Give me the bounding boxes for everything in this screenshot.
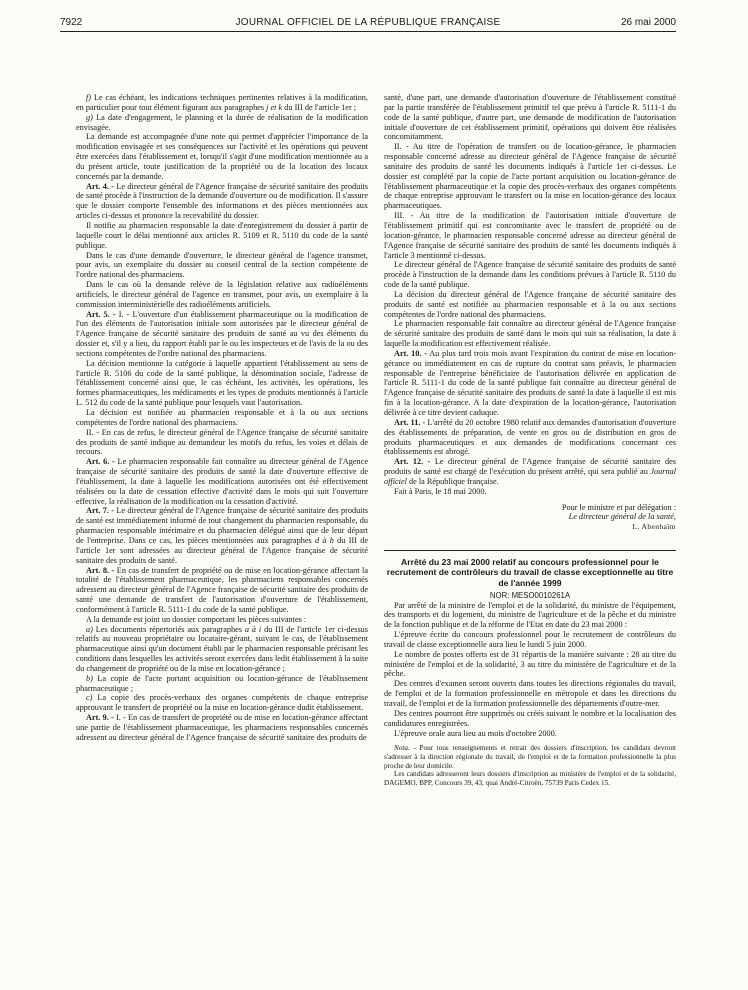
paragraph-III: III. - Au titre de la modification de l'autorisation initiale d'ouverture de l'établissement primitif qui est concomitante avec le transfert de propriété ou de location-gérance, le pharmacien responsable concerné adresse au directeur général de l'Agence française de sécurité sanitaire des produits de santé les documents indiqués à l'article 3 mentionné ci-dessus. xyxy=(384,211,676,260)
signature-line-2: Le directeur général de la santé, xyxy=(568,512,676,522)
paragraph-epreuve-ecrite: L'épreuve écrite du concours professionnel pour le recrutement de contrôleurs du travail de classe exceptionnelle aura lieu le lundi 5 juin 2000. xyxy=(384,630,676,649)
article-4: Art. 4. - Le directeur général de l'Agence française de sécurité sanitaire des produits de santé procède à l'instruction de la demande d'ouverture ou de modification. Il s'assure que le dossier comporte l'ensemble des informations et des pièces mentionnées aux articles ci-dessus et prononce la recevabilité du dossier. xyxy=(76,181,368,221)
item-g: g) La date d'engagement, le planning et la durée de réalisation de la modification envisagée. xyxy=(76,112,368,132)
paragraph-refus: II. - En cas de refus, le directeur général de l'Agence française de sécurité sanitaire des produits de santé indique au demandeur les motifs du refus, les voies et délais de recours. xyxy=(76,427,368,457)
paragraph-pharmacien: Le pharmacien responsable fait connaître au directeur général de l'Agence française de sécurité sanitaire des produits de santé dans le mois qui suit sa réalisation, la date à laquelle la modification est effectivement réalisée. xyxy=(384,319,676,349)
fait-a-paris: Fait à Paris, le 18 mai 2000. xyxy=(394,486,487,496)
right-column xyxy=(384,93,676,787)
paragraph-decision-notifiee: La décision est notifiée au pharmacien responsable et à la ou aux sections compétentes de l'ordre national des pharmaciens. xyxy=(76,408,368,427)
paragraph-radioelements: Dans le cas où la demande relève de la législation relative aux radioéléments artificiels, le directeur général de l'agence en transmet, pour avis, un exemplaire à la commission interministérielle des radioéléments artificiels. xyxy=(76,280,368,309)
paragraph-dossier: A la demande est joint un dossier comportant les pièces suivantes : xyxy=(86,614,307,624)
paragraph-ouverture: Dans le cas d'une demande d'ouverture, le directeur général de l'agence transmet, pour avis, un exemplaire du dossier au conseil central de la section compétente de l'ordre national des pharmaciens. xyxy=(76,250,368,280)
article-12: Art. 12. - Le directeur général de l'Agence française de sécurité sanitaire des produits de santé est chargé de l'exécution du présent arrêté, qui sera publié au Journal officiel de la République française. xyxy=(384,457,676,486)
item-f: f) Le cas échéant, les indications techniques pertinentes relatives à la modification, en particulier pour tout élément figurant aux paragraphes j et k du III de l'article 1er ; xyxy=(76,93,368,112)
page-number: 7922 xyxy=(60,17,83,28)
spacer xyxy=(384,532,676,544)
journal-title: JOURNAL OFFICIEL DE LA RÉPUBLIQUE FRANÇAISE xyxy=(235,17,501,28)
left-column xyxy=(76,93,368,743)
article-11: Art. 11. - L'arrêté du 20 octobre 1980 relatif aux demandes d'autorisation d'ouverture des établissements de préparation, de vente en gros ou de distribution en gros de produits pharmaceutiques et aux demandes de modifications concernant ces établissements est abrogé. xyxy=(384,417,676,457)
article-6: Art. 6. - Le pharmacien responsable fait connaître au directeur général de l'Agence française de sécurité sanitaire des produits de santé la date d'ouverture effective de l'établissement, la date à laquelle les modifications autorisées ont été effectivement réalisées ou la date de cessation effective d'activité dans le mois qui suit l'ouverture effective, la réalisation de la modification ou la cessation d'activité. xyxy=(76,457,368,506)
article-10: Art. 10. - Au plus tard trois mois avant l'expiration du contrat de mise en location-gérance ou immédiatement en cas de rupture du contrat sans préavis, le pharmacien responsable de l'entreprise bénéficiaire de l'autorisation délivrée en application de l'article R. 5111-1 du code de la santé publique fait connaître au directeur général de l'Agence française de sécurité sanitaire des produits de santé la date à laquelle il est mis fin à la location-gérance. A la date d'expiration de la location-gérance, l'autorisation délivrée à ce titre devient caduque. xyxy=(384,348,676,417)
item-c: c) La copie des procès-verbaux des organes compétents de chaque entreprise approuvant le transfert de propriété ou la mise en location-gérance dudit établissement. xyxy=(76,693,368,713)
signature-name: L. Abenhaïm xyxy=(632,522,676,532)
paragraph-decision-mentionne: La décision mentionne la catégorie à laquelle appartient l'établissement au sens de l'article R. 5106 du code de la santé publique, la dénomination sociale, l'adresse de l'établissement concerné ainsi que, le cas échéant, les activités, les opérations, les formes pharmaceutiques, les médicaments et les types de produits mentionnés à l'article L. 512 du code de la santé publique pour lesquels vaut l'autorisation. xyxy=(76,358,368,408)
item-b: b) La copie de l'acte portant acquisition ou location-gérance de l'établissement pharmaceutique ; xyxy=(76,673,368,693)
arrete-title: Arrêté du 23 mai 2000 relatif au concours professionnel pour le recrutement de contrôleurs du travail de classe exceptionnelle au titre de l'année 1999 xyxy=(386,557,674,588)
article-7: Art. 7. - Le directeur général de l'Agence française de sécurité sanitaire des produits de santé est immédiatement informé de tout changement du pharmacien responsable, du pharmacien responsable intérimaire et du pharmacien délégué ainsi que de leur départ de l'entreprise. Dans ce cas, les pièces mentionnées aux paragraphes d à h du III de l'article 1er sont adressées au directeur général de l'Agence française de sécurité sanitaire des produits de santé. xyxy=(76,506,368,565)
item-a: a) Les documents répertoriés aux paragraphes a à i du III de l'article 1er ci-dessus relatifs au nouveau propriétaire ou locataire-gérant, suivant le cas, de l'établissement pharmaceutique ainsi qu'un document établi par le pharmacien responsable précisant les conditions dans lesquelles les activités seront exercées dans ledit établissement à la suite du changement de propriété ou de la mise en location-gérance ; xyxy=(76,624,368,673)
paragraph-par-arrete: Par arrêté de la ministre de l'emploi et de la solidarité, du ministre de l'équipement, des transports et du logement, du ministre de l'agriculture et de la pêche et du ministre de la fonction publique et de la réforme de l'Etat en date du 23 mai 2000 : xyxy=(384,600,676,630)
signature-line-1: Pour le ministre et par délégation : xyxy=(561,502,676,512)
paragraph-centres-2: Des centres pourront être supprimés ou créés suivant le nombre et la localisation des candidatures enregistrées. xyxy=(384,708,676,728)
paragraph-decision: La décision du directeur général de l'Agence française de sécurité sanitaire des produits de santé est notifiée au pharmacien responsable et à la ou aux sections compétentes de l'ordre national des pharmaciens. xyxy=(384,289,676,319)
paragraph-epreuve-orale: L'épreuve orale aura lieu au mois d'octobre 2000. xyxy=(394,728,557,738)
article-5: Art. 5. - I. - L'ouverture d'un établissement pharmaceutique ou la modification de l'un des éléments de l'autorisation initiale sont autorisées par le directeur général de l'Agence française de sécurité sanitaire des produits de santé au vu des éléments du dossier et, s'il y a lieu, du rapport établi par le ou les inspecteurs et de l'avis de la ou des sections compétentes de l'ordre national des pharmaciens. xyxy=(76,309,368,358)
paragraph-demande: La demande est accompagnée d'une note qui permet d'apprécier l'importance de la modification envisagée et ses conséquences sur l'activité et les opérations qui peuvent être exercées dans l'établissement et, lorsqu'il s'agit d'une modification mentionnée au a du présent article, toute justification de la propriété ou de la location des locaux concernés par la demande. xyxy=(76,132,368,181)
paragraph-instruction: Le directeur général de l'Agence française de sécurité sanitaire des produits de santé procède à l'instruction de la demande dans les conditions prévues à l'article R. 5110 du code de la santé publique. xyxy=(384,260,676,290)
issue-date: 26 mai 2000 xyxy=(620,17,676,28)
nor-reference: NOR: MESO0010261A xyxy=(489,590,571,600)
header-rule xyxy=(60,31,676,32)
section-separator xyxy=(384,550,676,551)
nota-2: Les candidats adresseront leurs dossiers d'inscription au ministère de l'emploi et de la solidarité, DAGEMO, BPP, Concours 39, 43, quai André-Citroën, 75739 Paris Cedex 15. xyxy=(384,770,676,787)
paragraph-notifie: Il notifie au pharmacien responsable la date d'enregistrement du dossier à partir de laquelle court le délai mentionné aux articles R. 5109 et R. 5110 du code de la santé publique. xyxy=(76,220,368,250)
paragraph-postes: Le nombre de postes offerts est de 31 répartis de la manière suivante : 28 au titre du ministère de l'emploi et de la solidarité, 3 au titre du ministère de l'agriculture et de la pêche. xyxy=(384,649,676,679)
paragraph-II: II. - Au titre de l'opération de transfert ou de location-gérance, le pharmacien responsable concerné adresse au directeur général de l'Agence française de sécurité sanitaire des produits de santé les documents indiqués à l'article 1er ci-dessus. Le dossier est complété par la copie de l'acte portant acquisition ou location-gérance de l'établissement pharmaceutique et la copie des procès-verbaux des organes compétents de chaque entreprise approuvant le transfert ou la mise en location-gérance des locaux pharmaceutiques. xyxy=(384,142,676,211)
paragraph-continuation: santé, d'une part, une demande d'autorisation d'ouverture de l'établissement constitué par la partie transférée de l'établissement primitif tel que prévu à l'article R. 5111-1 du code de la santé publique, d'autre part, une demande de modification de l'autorisation initiale d'ouverture de cet établissement primitif, opérations qui doivent être réalisées concomitamment. xyxy=(384,93,676,142)
article-8: Art. 8. - En cas de transfert de propriété ou de mise en location-gérance affectant la totalité de l'établissement pharmaceutique, les pharmaciens responsables concernés adressent au directeur général de l'Agence française de sécurité sanitaire des produits de santé une demande de transfert de l'autorisation d'ouverture de l'établissement, conformément à l'article R. 5111-1 du code de la santé publique. xyxy=(76,565,368,614)
paragraph-centres: Des centres d'examen seront ouverts dans toutes les directions régionales du travail, de l'emploi et de la formation professionnelle en métropole et dans les directions du travail, de l'emploi et de la formation professionnelle des départements d'outre-mer. xyxy=(384,679,676,709)
nota-section xyxy=(384,744,676,787)
nota-1: Nota. - Pour tous renseignements et retrait des dossiers d'inscription, les candidats devront s'adresser à la direction régionale du travail, de l'emploi et de la formation professionnelle la plus proche de leur domicile. xyxy=(384,744,676,770)
article-9: Art. 9. - I. - En cas de transfert de propriété ou de mise en location-gérance affectant une partie de l'établissement pharmaceutique, les pharmaciens responsables concernés adressent au directeur général de l'Agence française de sécurité sanitaire des produits de xyxy=(76,713,368,742)
